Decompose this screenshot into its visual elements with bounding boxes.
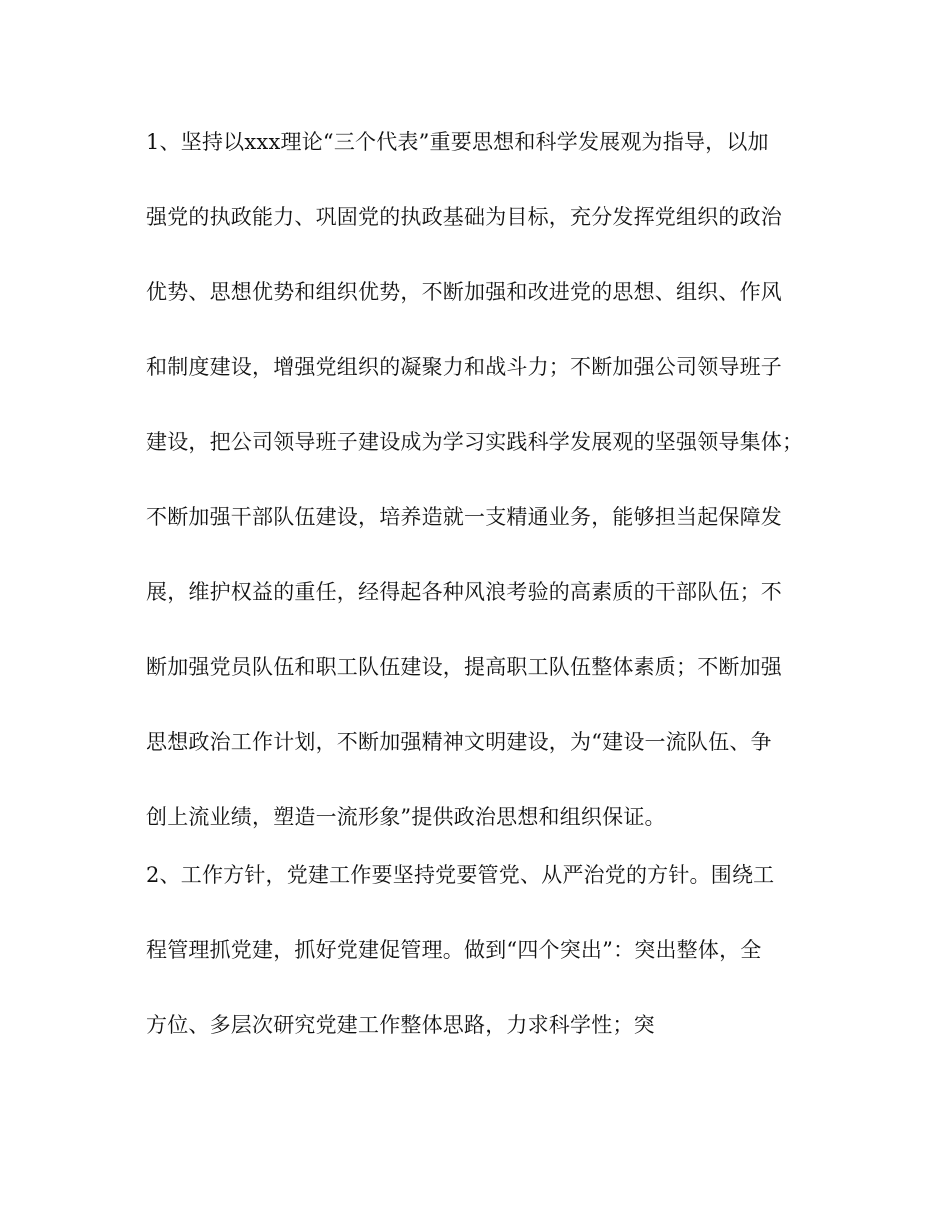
text-line: 优势、思想优势和组织优势，不断加强和改进党的思想、组织、作风 <box>146 280 782 304</box>
text-line: 方位、多层次研究党建工作整体思路，力求科学性；突 <box>146 1013 655 1037</box>
text-line: 不断加强干部队伍建设，培养造就一支精通业务，能够担当起保障发 <box>146 505 782 529</box>
text-line: 展，维护权益的重任，经得起各种风浪考验的高素质的干部队伍；不 <box>146 580 782 604</box>
text-line: 1、坚持以xxx理论“三个代表”重要思想和科学发展观为指导，以加 <box>146 130 769 154</box>
text-line: 和制度建设，增强党组织的凝聚力和战斗力；不断加强公司领导班子 <box>146 355 782 379</box>
text-line: 建设，把公司领导班子建设成为学习实践科学发展观的坚强领导集体； <box>146 430 804 454</box>
text-line: 程管理抓党建，抓好党建促管理。做到“四个突出”：突出整体，全 <box>146 938 762 962</box>
text-line: 2、工作方针，党建工作要坚持党要管党、从严治党的方针。围绕工 <box>146 863 775 887</box>
text-line: 创上流业绩，塑造一流形象”提供政治思想和组织保证。 <box>146 805 666 829</box>
text-line: 断加强党员队伍和职工队伍建设，提高职工队伍整体素质；不断加强 <box>146 655 782 679</box>
text-line: 强党的执政能力、巩固党的执政基础为目标，充分发挥党组织的政治 <box>146 205 782 229</box>
text-line: 思想政治工作计划，不断加强精神文明建设，为“建设一流队伍、争 <box>146 730 772 754</box>
